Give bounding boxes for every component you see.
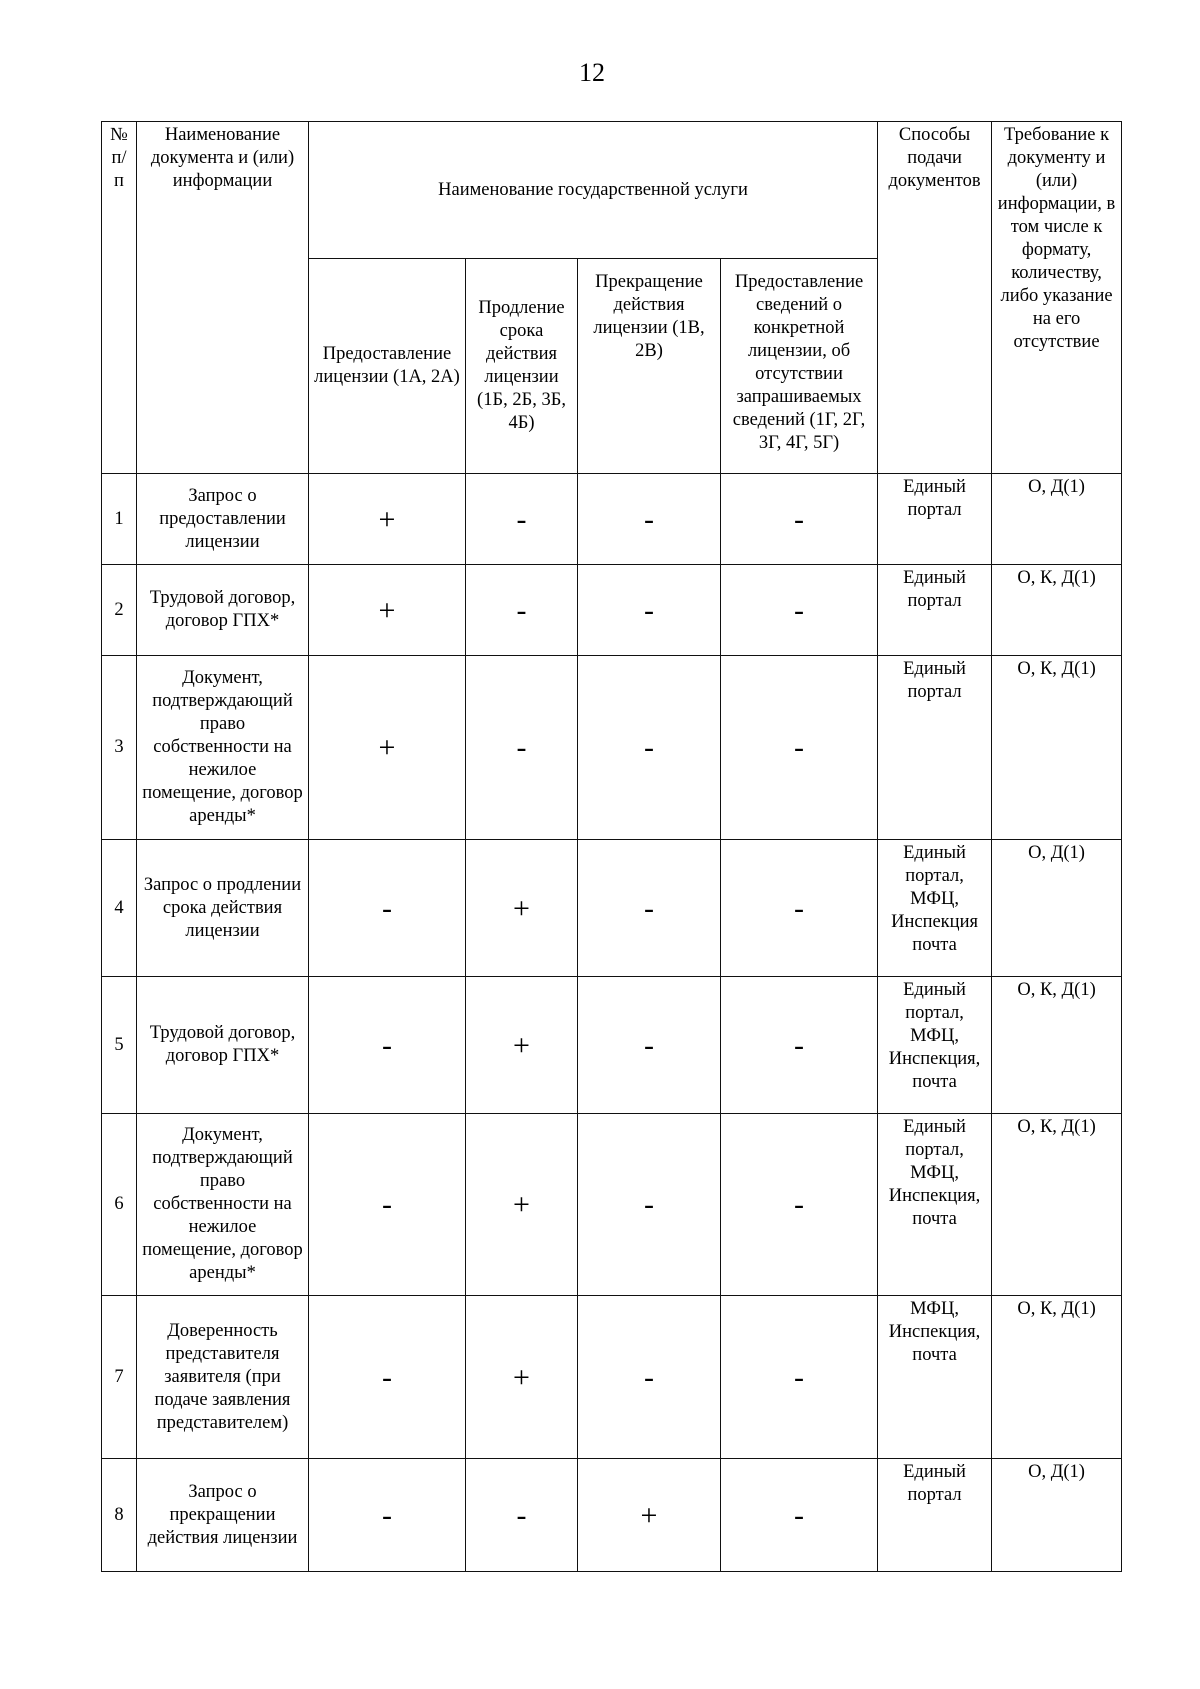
row-requirement: О, Д(1) — [992, 474, 1122, 565]
row-mark: - — [578, 840, 721, 977]
header-service-4: Предоставление сведений о конкретной лицензии, об отсутствии запрашиваемых сведений (1Г, 2Г, 3Г, 4Г, 5Г) — [721, 259, 878, 474]
row-doc-name: Трудовой договор, договор ГПХ* — [137, 977, 309, 1114]
row-methods: Единый портал — [878, 565, 992, 656]
row-methods: Единый портал — [878, 474, 992, 565]
row-methods: Единый портал — [878, 1459, 992, 1572]
table-row — [102, 1296, 1122, 1459]
row-num: 7 — [102, 1296, 137, 1459]
row-mark: - — [578, 474, 721, 565]
row-mark: - — [309, 977, 466, 1114]
header-num: № п/ п — [102, 122, 137, 474]
row-mark: + — [309, 656, 466, 840]
row-requirement: О, Д(1) — [992, 1459, 1122, 1572]
header-service-3: Прекращение действия лицензии (1В, 2В) — [578, 259, 721, 474]
row-mark: - — [578, 1296, 721, 1459]
row-mark: + — [466, 977, 578, 1114]
page-number: 12 — [579, 58, 605, 87]
header-row — [102, 122, 1122, 259]
row-num: 3 — [102, 656, 137, 840]
row-methods: МФЦ, Инспекция, почта — [878, 1296, 992, 1459]
row-mark: - — [721, 474, 878, 565]
row-requirement: О, К, Д(1) — [992, 656, 1122, 840]
row-mark: - — [466, 474, 578, 565]
row-mark: - — [721, 1459, 878, 1572]
row-num: 6 — [102, 1114, 137, 1296]
row-mark: - — [578, 1114, 721, 1296]
row-num: 4 — [102, 840, 137, 977]
row-mark: - — [721, 656, 878, 840]
header-service-group: Наименование государственной услуги — [309, 122, 878, 259]
row-mark: - — [309, 1114, 466, 1296]
table-row — [102, 1114, 1122, 1296]
row-mark: + — [466, 1296, 578, 1459]
table-row — [102, 474, 1122, 565]
row-mark: - — [721, 1296, 878, 1459]
row-methods: Единый портал, МФЦ, Инспекция почта — [878, 840, 992, 977]
row-mark: - — [578, 977, 721, 1114]
table-row — [102, 656, 1122, 840]
row-mark: - — [721, 565, 878, 656]
row-methods: Единый портал — [878, 656, 992, 840]
row-requirement: О, К, Д(1) — [992, 1114, 1122, 1296]
row-num: 1 — [102, 474, 137, 565]
table-row — [102, 1459, 1122, 1572]
row-methods: Единый портал, МФЦ, Инспекция, почта — [878, 977, 992, 1114]
documents-table — [101, 121, 1122, 1572]
header-service-1: Предоставление лицензии (1А, 2А) — [309, 259, 466, 474]
header-requirement: Требование к документу и (или) информации, в том числе к формату, количеству, либо указание на его отсутствие — [992, 122, 1122, 474]
row-mark: - — [721, 1114, 878, 1296]
row-mark: - — [466, 656, 578, 840]
table-row — [102, 977, 1122, 1114]
row-requirement: О, Д(1) — [992, 840, 1122, 977]
row-requirement: О, К, Д(1) — [992, 977, 1122, 1114]
row-mark: - — [309, 1296, 466, 1459]
row-mark: - — [578, 565, 721, 656]
row-mark: - — [721, 977, 878, 1114]
row-num: 8 — [102, 1459, 137, 1572]
row-doc-name: Трудовой договор, договор ГПХ* — [137, 565, 309, 656]
table-row — [102, 840, 1122, 977]
row-mark: + — [309, 474, 466, 565]
row-doc-name: Запрос о предоставлении лицензии — [137, 474, 309, 565]
row-doc-name: Запрос о прекращении действия лицензии — [137, 1459, 309, 1572]
row-doc-name: Документ, подтверждающий право собственности на нежилое помещение, договор аренды* — [137, 1114, 309, 1296]
row-methods: Единый портал, МФЦ, Инспекция, почта — [878, 1114, 992, 1296]
row-mark: - — [466, 1459, 578, 1572]
row-mark: + — [309, 565, 466, 656]
row-requirement: О, К, Д(1) — [992, 565, 1122, 656]
row-mark: + — [578, 1459, 721, 1572]
row-doc-name: Доверенность представителя заявителя (при подаче заявления представителем) — [137, 1296, 309, 1459]
row-mark: - — [578, 656, 721, 840]
header-doc-name: Наименование документа и (или) информации — [137, 122, 309, 474]
row-mark: - — [466, 565, 578, 656]
row-doc-name: Запрос о продлении срока действия лицензии — [137, 840, 309, 977]
row-num: 2 — [102, 565, 137, 656]
row-mark: + — [466, 840, 578, 977]
table-row — [102, 565, 1122, 656]
row-mark: + — [466, 1114, 578, 1296]
header-methods: Способы подачи документов — [878, 122, 992, 474]
header-service-2: Продление срока действия лицензии (1Б, 2Б, 3Б, 4Б) — [466, 259, 578, 474]
row-doc-name: Документ, подтверждающий право собственности на нежилое помещение, договор аренды* — [137, 656, 309, 840]
row-mark: - — [309, 840, 466, 977]
row-mark: - — [309, 1459, 466, 1572]
row-num: 5 — [102, 977, 137, 1114]
row-requirement: О, К, Д(1) — [992, 1296, 1122, 1459]
row-mark: - — [721, 840, 878, 977]
